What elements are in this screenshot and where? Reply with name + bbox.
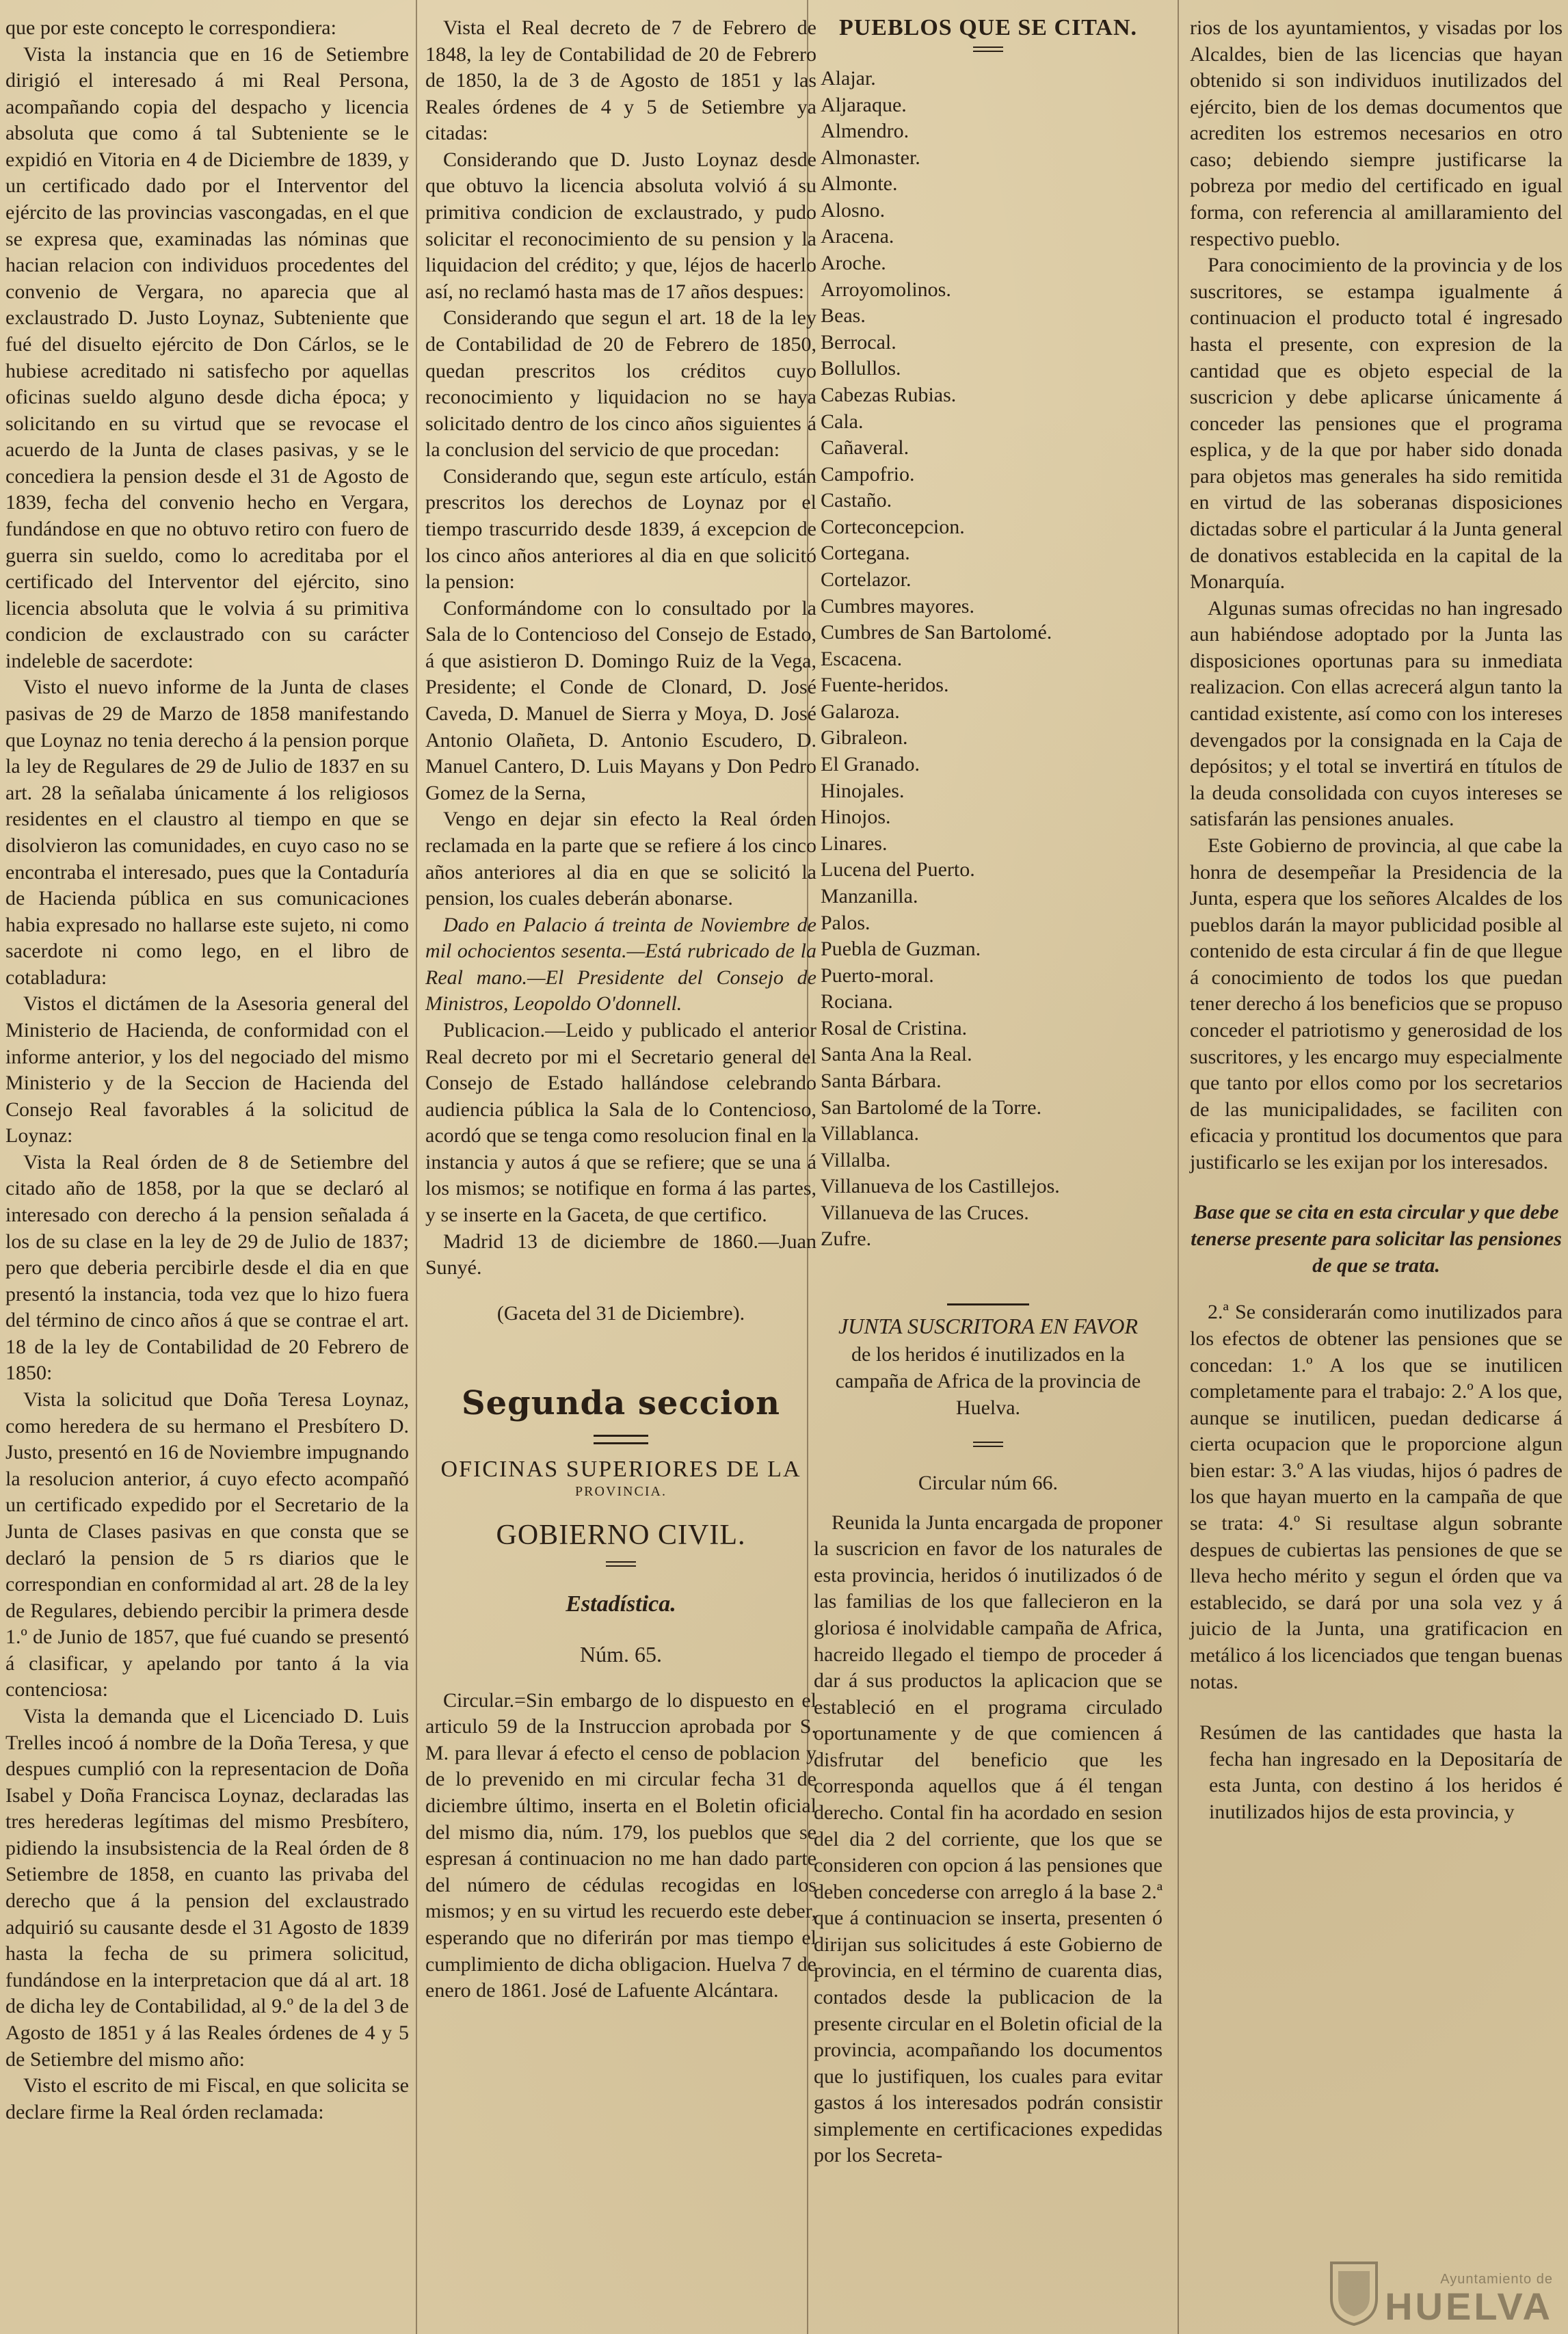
town-item: Beas. [821, 304, 866, 328]
town-item: Bollullos. [821, 357, 901, 380]
coat-of-arms-icon [1329, 2260, 1379, 2326]
town-item: Galaroza. [821, 700, 900, 723]
town-item: Hinojos. [821, 806, 891, 829]
town-item: Alajar. [821, 67, 876, 90]
town-item: El Granado. [821, 753, 920, 776]
town-item: Puerto-moral. [821, 964, 934, 987]
logo-big-text: HUELVA [1385, 2285, 1553, 2328]
column-1-text [5, 15, 409, 2125]
separator-rule [947, 1303, 1029, 1305]
town-item: Lucena del Puerto. [821, 858, 975, 881]
section-heading: Segunda seccion [461, 1383, 781, 1422]
column-2 [425, 15, 816, 2004]
column-2-text [425, 15, 816, 1282]
town-item: Zufre. [821, 1228, 872, 1251]
paragraph: Madrid 13 de diciembre de 1860.—Juan Sunyé. [425, 1230, 816, 1279]
small-rule [973, 47, 1003, 52]
circular-66-heading: Circular núm 66. [918, 1471, 1059, 1494]
paragraph: Considerando que, segun este artículo, están prescritos los derechos de Loynaz por el tiempo trascurrido desde 1839, á excepcion de los cinco años anteriores al dia en que solicitó la pension: [425, 464, 816, 594]
town-item: Cumbres de San Bartolomé. [821, 621, 1052, 644]
paragraph: que por este concepto le correspondiera: [5, 16, 336, 39]
town-item: Villablanca. [821, 1122, 919, 1145]
column-1 [5, 15, 409, 2125]
office-heading: OFICINAS SUPERIORES DE LA [440, 1456, 801, 1482]
town-item: Campofrio. [821, 462, 915, 486]
town-item: Villalba. [821, 1148, 891, 1171]
paragraph: Vengo en dejar sin efecto la Real órden reclamada en la parte que se refiere á los cinco años anteriores al dia en que se solicitó la pension, los cuales deberán abonarse. [425, 808, 816, 910]
town-item: Villanueva de los Castillejos. [821, 1175, 1060, 1198]
base-title: Base que se cita en esta circular y que debe tenerse presente para solicitar las pensiones de que se trata. [1191, 1201, 1562, 1277]
town-item: Cala. [821, 410, 864, 433]
circular-body: Circular.=Sin embargo de lo dispuesto en el articulo 59 de la Instruccion aprobada por S. M. para llevar á efecto el censo de poblacion y de lo prevenido en mi circular fecha 31 de diciembre último, inserta en el Boletin oficial del mismo dia, núm. 179, los pueblos que se espresan á continuacion no me han dado parte del número de cédulas recogidas en los mismos; y en su virtud les recuerdo este deber, esperando que no diferirán por mas tiempo el cumplimiento de dicha obligacion. Huelva 7 de enero de 1861. José de Lafuente Alcántara. [425, 1688, 816, 2002]
paragraph: Vista la instancia que en 16 de Setiembre dirigió el interesado á mi Real Persona, acompañando copia del despacho y licencia absoluta que como á tal Subteniente se le expidió en Vitoria en 4 de Diciembre de 1839, y un certificado dado por el Interventor del ejército de las provincias vascongadas, en el que se expresa que, examinadas las nóminas que hacian relacion con individuos procedentes del convenio de Vergara, no aparecia que al exclaustrado D. Justo Loynaz, Subteniente que fué del disuelto ejército de Don Cárlos, se le hubiese acreditado ni satisfecho por aquellas oficinas sueldo alguno desde dicha época; y solicitando en su virtud que se revocase el acuerdo de la Junta de clases pasivas, y se le concediera la pension desde el 31 de Agosto de 1839, fecha del convenio hecho en Vergara, fundándose en que no obtuvo retiro con fuero de guerra sin sueldo, como lo acreditaba por el certificado del Interventor del ejército, sino licencia absoluta que le volvia á su primitiva condicion de exclaustrado con su carácter indeleble de sacerdote: [5, 42, 409, 672]
town-item: Cortelazor. [821, 568, 912, 591]
town-item: Almendro. [821, 120, 909, 143]
town-list [821, 66, 1162, 1253]
town-item: Rociana. [821, 990, 893, 1013]
small-rule [606, 1561, 636, 1567]
column-rule-3 [1178, 0, 1179, 2334]
paragraph: Vista la demanda que el Licenciado D. Luis Trelles incoó á nombre de la Doña Teresa, y que despues cumplió con la representacion de Doña Isabel y Doña Francisca Loynaz, declaradas las tres herederas legítimas del mismo Presbítero, pidiendo la insubsistencia de la Real órden de 8 Setiembre de 1858, en cuanto las privaba del derecho que á la pension del exclaustrado adquirió su causante desde el 31 Agosto de 1839 hasta la fecha de su primera solicitud, fundándose en la interpretacion que dá al art. 18 de dicha ley de Contabilidad, al 9.º de la del 3 de Agosto de 1851 y á las Reales órdenes de 4 y 5 de Setiembre del mismo año: [5, 1705, 409, 2071]
town-item: Fuente-heridos. [821, 674, 949, 697]
circular-number: Núm. 65. [580, 1641, 662, 1667]
town-item: Alosno. [821, 198, 886, 222]
town-item: Almonte. [821, 172, 898, 196]
town-item: Cañaveral. [821, 436, 909, 460]
column-3 [814, 15, 1162, 2169]
double-rule [594, 1435, 648, 1444]
paragraph: Considerando que segun el art. 18 de la ley de Contabilidad de 20 de Febrero de 1850, quedan prescritos los créditos cuyo reconocimiento y liquidacion no se haya solicitado dentro de los cinco años siguientes á la conclusion del servicio de que procedan: [425, 306, 816, 462]
town-item: Berrocal. [821, 330, 896, 354]
province-heading: PROVINCIA. [575, 1483, 667, 1499]
resumen-text: Resúmen de las cantidades que hasta la fecha han ingresado en la Depositaría de esta Junta, con destino á los heridos é inutilizados hijos de esta provincia, y [1199, 1721, 1563, 1823]
paragraph: Publicacion.—Leido y publicado el anterior Real decreto por mi el Secretario general del Consejo de Estado hallándose celebrando audiencia pública la Sala de lo Contencioso, acordó que se tenga como resolucion final en la instancia y autos á que se refiere; que se una á los mismos; se notifique en forma á las partes, y se inserte en la Gaceta, de que certifico. [425, 1018, 816, 1227]
logo-text [1385, 2272, 1553, 2326]
column-rule-1 [416, 0, 417, 2334]
town-item: Cumbres mayores. [821, 594, 974, 618]
town-item: Santa Bárbara. [821, 1069, 942, 1092]
paragraph: Visto el escrito de mi Fiscal, en que solicita se declare firme la Real órden reclamada: [5, 2074, 409, 2123]
paragraph: Conformándome con lo consultado por la Sala de lo Contencioso del Consejo de Estado, á que asistieron D. Domingo Ruiz de la Vega, Presidente; el Conde de Clonard, D. José Caveda, D. Manuel de Sierra y Moya, D. José Antonio Olañeta, D. Antonio Escudero, D. Manuel Cantero, D. Luis Mayans y Don Pedro Gomez de la Serna, [425, 596, 816, 804]
gaceta-reference: (Gaceta del 31 de Diciembre). [496, 1301, 745, 1325]
paragraph: Considerando que D. Justo Loynaz desde que obtuvo la licencia absoluta volvió á su primitiva condicion de exclaustrado, y pudo solicitar el reconocimiento de su pension y la liquidacion del crédito; y que, léjos de hacerlo así, no reclamó hasta mas de 17 años despues: [425, 148, 816, 303]
pueblos-title: PUEBLOS QUE SE CITAN. [838, 15, 1138, 40]
paragraph: Vista la solicitud que Doña Teresa Loynaz, como heredera de su hermano el Presbítero D. Justo, presentó en 16 de Noviembre impugnando la resolucion anterior, á cuyo efecto acompañó un certificado expedido por el Secretario de la Junta de Clases pasivas en que consta que se declaró la pension de 5 rs diarios que le correspondian en conformidad al art. 28 de la ley de Regulares, debiendo percibir la primera desde 1.º de Junio de 1857, que fué cuando se presentó á clasificar, y apelando por tanto á la via contenciosa: [5, 1388, 409, 1701]
town-item: Almonaster. [821, 146, 920, 169]
estadistica-heading: Estadística. [566, 1591, 676, 1617]
town-item: Manzanilla. [821, 884, 918, 907]
gobierno-civil-heading: GOBIERNO CIVIL. [496, 1519, 746, 1551]
town-item: Cortegana. [821, 542, 910, 565]
paragraph: Vista la Real órden de 8 de Setiembre del citado año de 1858, por la que se declaró al interesado con derecho á la pension señalada á los de su clase en la ley de 29 de Julio de 1837; pero que deberia percibirle desde el dia en que presentó la instancia, toda vez que lo hizo fuera del término de cinco años á que se contrae el art. 18 de la ley de Contabilidad de 20 Febrero de 1850: [5, 1150, 409, 1385]
town-item: Palos. [821, 911, 871, 934]
town-item: Aroche. [821, 252, 886, 275]
town-item: Cabezas Rubias. [821, 383, 957, 406]
column-4-text [1190, 15, 1563, 1176]
huelva-logo [1329, 2260, 1553, 2326]
town-item: Hinojales. [821, 779, 905, 802]
town-item: Corteconcepcion. [821, 515, 965, 538]
town-item: Aracena. [821, 225, 894, 248]
resumen-block [1190, 1720, 1563, 1825]
town-item: Rosal de Cristina. [821, 1016, 968, 1039]
base-2-text: 2.ª Se considerarán como inutilizados para los efectos de obtener las pensiones que se concedan: 1.º A los que se inutilicen completamente para el trabajo: 2.º A los que, aunque se inutilicen, puedan dedicarse á cierta ocupacion que le proporcione algun bien estar: 3.º A las viudas, hijos ó padres de los que hayan muerto en la campaña de que se trata: 4.º Si resultase algun sobrante despues de cubiertas las pensiones de que se lleva hecho mérito y segun el órden que va establecido, se dará por una sola vez y á juicio de la Junta, una gratificacion en metálico á los licenciados que tengan buenas notas. [1190, 1301, 1563, 1693]
town-item: Santa Ana la Real. [821, 1043, 972, 1066]
junta-title: JUNTA SUSCRITORA EN FAVOR [838, 1314, 1139, 1339]
town-item: San Bartolomé de la Torre. [821, 1096, 1042, 1119]
junta-circular-body: Reunida la Junta encargada de proponer la suscricion en favor de los naturales de esta provincia, heridos ó inutilizados ó de las familias de los que fallecieron en la gloriosa é inolvidable campaña de Africa, hacreido llegado el tiempo de proceder á dar á sus productos la aplicacion que se estableció en el programa circulado oportunamente y de que comiencen á disfrutar del beneficio que les corresponda aquellos que á él tengan derecho. Contal fin ha acordado en sesion del dia 2 del corriente, que los que se consideren con opcion á las pensiones que deben concederse con arreglo á la base 2.ª que á continuacion se inserta, presenten ó dirijan sus solicitudes á este Gobierno de provincia, en el término de cuarenta dias, contados desde la publicacion de la presente circular en el Boletin oficial de la provincia, acompañando los documentos que lo justifiquen, los cuales para evitar gastos á los interesados podrán consistir simplemente en certificaciones expedidas por los Secreta- [814, 1511, 1162, 2167]
paragraph: Visto el nuevo informe de la Junta de clases pasivas de 29 de Marzo de 1858 manifestando que Loynaz no tenia derecho á la pension porque la ley de Regulares de 29 de Julio de 1837 en su art. 28 la señalaba únicamente á los religiosos residentes en el claustro al tiempo en que se disolvieron las comunidades, en cuyo caso no se encontraba el interesado, pues que la Contaduría de Hacienda pública en sus comunicaciones habia expresado no hallarse este sujeto, ni como sacerdote ni como lego, en el libro de cotabladura: [5, 676, 409, 989]
town-item: Linares. [821, 832, 888, 855]
column-4 [1190, 15, 1563, 1825]
logo-small-text: Ayuntamiento de [1440, 2272, 1553, 2287]
paragraph: rios de los ayuntamientos, y visadas por los Alcaldes, bien de las licencias que hayan obtenido si son individuos inutilizados del ejército, bien de los demas documentos que acrediten los estremos necesarios en otro caso; debiendo siempre justificarse la pobreza por medio del certificado en igual forma, con referencia al amillaramiento del respectivo pueblo. [1190, 16, 1563, 250]
paragraph: Dado en Palacio á treinta de Noviembre de mil ochocientos sesenta.—Está rubricado de la Real mano.—El Presidente del Consejo de Ministros, Leopoldo O'donnell. [425, 913, 816, 1016]
paragraph: Vista el Real decreto de 7 de Febrero de 1848, la ley de Contabilidad de 20 de Febrero de 1850, la de 3 de Agosto de 1851 y las Reales órdenes de 4 y 5 de Setiembre ya citadas: [425, 16, 816, 145]
town-item: Escacena. [821, 647, 903, 670]
town-item: Arroyomolinos. [821, 278, 951, 301]
junta-subtitle: de los heridos é inutilizados en la campaña de Africa de la provincia de Huelva. [835, 1342, 1141, 1419]
town-item: Gibraleon. [821, 726, 908, 750]
town-item: Villanueva de las Cruces. [821, 1201, 1029, 1224]
town-item: Castaño. [821, 489, 892, 512]
town-item: Aljaraque. [821, 93, 907, 116]
paragraph: Para conocimiento de la provincia y de los suscritores, se estampa igualmente á continuacion el producto total é ingresado hasta el presente, con expresion de la cantidad que es objeto especial de la suscricion y debe aplicarse únicamente á conceder las pensiones que el programa esplica, y de la que por haber sido donada para objetos mas generales ha sido remitida en virtud de las soberanas disposiciones dictadas sobre el particular á la Junta general de donativos establecida en la capital de la Monarquía. [1190, 254, 1563, 594]
small-rule [973, 1442, 1003, 1447]
town-item: Puebla de Guzman. [821, 938, 981, 961]
paragraph: Este Gobierno de provincia, al que cabe la honra de desempeñar la Presidencia de la Junta, espera que los señores Alcaldes de los pueblos darán la mayor publicidad posible al contenido de esta circular á fin de que llegue á conocimiento de todos los que puedan tener derecho á los beneficios que se propuso conceder el patriotismo y generosidad de los suscritores, y les encargo muy especialmente que tanto por ellos como por los secretarios de las municipalidades, se faciliten con eficacia y prontitud los documentos que para justificarlo se les exijan por los interesados. [1190, 834, 1563, 1173]
paragraph: Vistos el dictámen de la Asesoria general del Ministerio de Hacienda, de conformidad con el informe anterior, y los del negociado del mismo Ministerio y de la Seccion de Hacienda del Consejo Real favorables á la solicitud de Loynaz: [5, 992, 409, 1148]
paragraph: Algunas sumas ofrecidas no han ingresado aun habiéndose adoptado por la Junta las disposiciones oportunas para su inmediata realizacion. Con ellas acrecerá algun tanto la cantidad existente, así como con los intereses devengados por la consignada en la Caja de depósitos; y el total se invertirá en títulos de la deuda consolidada con cuyos intereses se satisfarán las pensiones anuales. [1190, 596, 1563, 831]
